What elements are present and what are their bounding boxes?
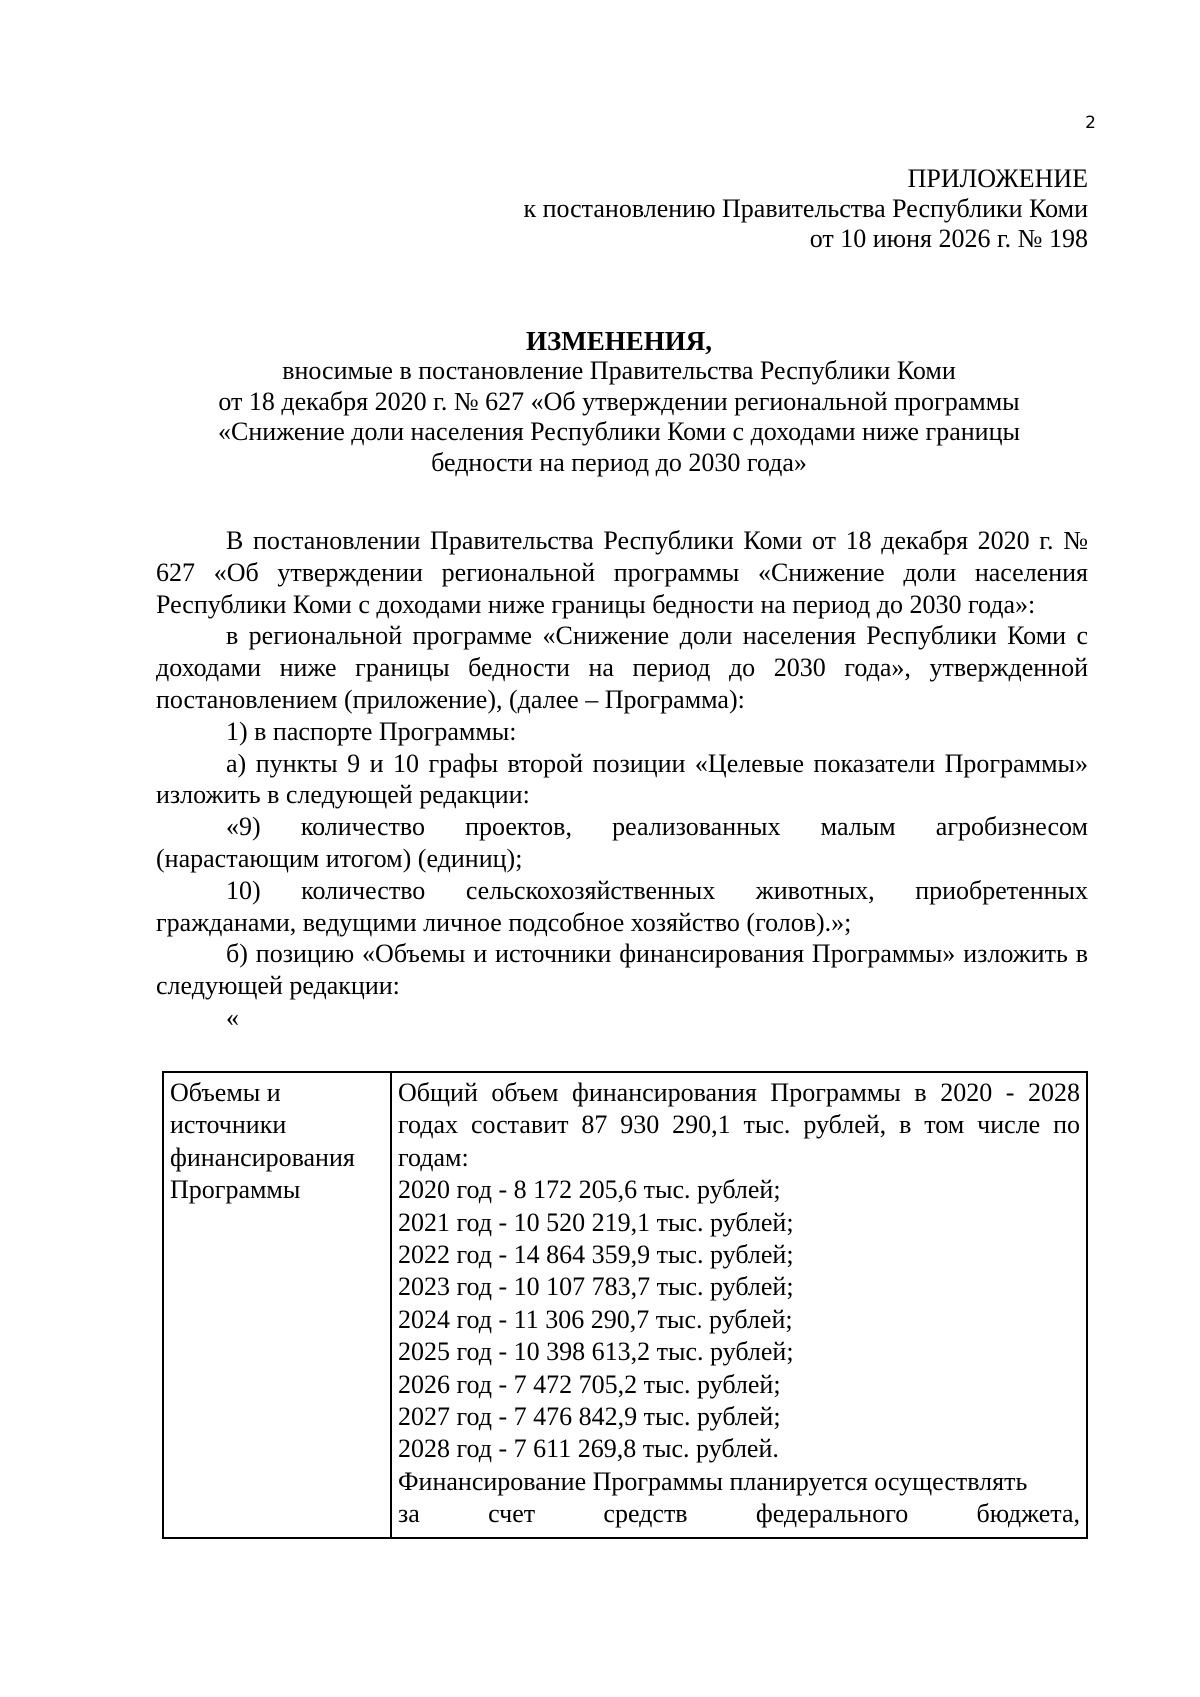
body-paragraph: 10) количество сельскохозяйственных животных, приобретенных гражданами, ведущими личное подсобное хозяйство (голов).»; bbox=[156, 875, 1088, 937]
opening-quote-mark: « bbox=[226, 1002, 239, 1032]
financing-table bbox=[162, 1071, 1088, 1539]
financing-year-item: 2027 год - 7 476 842,9 тыс. рублей; bbox=[398, 1402, 781, 1432]
appendix-resolution-ref: к постановлению Правительства Республики Коми bbox=[523, 194, 1088, 223]
appendix-title: ПРИЛОЖЕНИЕ bbox=[907, 164, 1088, 193]
body-paragraph: в региональной программе «Снижение доли населения Республики Коми с доходами ниже границы бедности на период до 2030 года», утвержденной постановлением (приложение), (далее – Программа): bbox=[156, 621, 1088, 714]
financing-years-list bbox=[398, 1174, 1080, 1466]
financing-year-item: 2028 год - 7 611 269,8 тыс. рублей. bbox=[398, 1434, 779, 1464]
financing-year-item: 2026 год - 7 472 705,2 тыс. рублей; bbox=[398, 1369, 781, 1399]
body-paragraph: а) пункты 9 и 10 графы второй позиции «Целевые показатели Программы» изложить в следующей редакции: bbox=[156, 748, 1088, 810]
financing-year-item: 2024 год - 11 306 290,7 тыс. рублей; bbox=[398, 1304, 793, 1334]
document-heading bbox=[150, 326, 1088, 478]
table-cell-position-name: Объемы и источники финансирования Программы bbox=[163, 1072, 391, 1538]
body-paragraph: 1) в паспорте Программы: bbox=[226, 716, 517, 746]
appendix-header bbox=[523, 164, 1088, 254]
appendix-date-number: от 10 июня 2026 г. № 198 bbox=[809, 224, 1088, 253]
financing-tail-line: Финансирование Программы планируется осуществлять bbox=[398, 1466, 1028, 1496]
page-number: 2 bbox=[1085, 113, 1096, 133]
financing-year-item: 2022 год - 14 864 359,9 тыс. рублей; bbox=[398, 1240, 794, 1270]
heading-line: «Снижение доли населения Республики Коми с доходами ниже границы bbox=[218, 417, 1020, 446]
heading-line: от 18 декабря 2020 г. № 627 «Об утверждении региональной программы bbox=[218, 386, 1020, 416]
financing-intro: Общий объем финансирования Программы в 2020 - 2028 годах составит 87 930 290,1 тыс. рублей, в том числе по годам: bbox=[398, 1078, 1080, 1172]
table-row bbox=[163, 1072, 1087, 1538]
heading-title: ИЗМЕНЕНИЯ, bbox=[525, 326, 712, 356]
body-paragraph: б) позицию «Объемы и источники финансирования Программы» изложить в следующей редакции: bbox=[156, 939, 1088, 1001]
financing-year-item: 2025 год - 10 398 613,2 тыс. рублей; bbox=[398, 1337, 794, 1367]
heading-line: вносимые в постановление Правительства Республики Коми bbox=[282, 356, 956, 385]
financing-year-item: 2021 год - 10 520 219,1 тыс. рублей; bbox=[398, 1207, 794, 1237]
financing-year-item: 2023 год - 10 107 783,7 тыс. рублей; bbox=[398, 1272, 794, 1302]
financing-year-item: 2020 год - 8 172 205,6 тыс. рублей; bbox=[398, 1175, 781, 1205]
financing-tail-line-justified: за счет средств федерального бюджета, bbox=[398, 1499, 1080, 1529]
heading-line: бедности на период до 2030 года» bbox=[431, 447, 807, 477]
body-paragraph: В постановлении Правительства Республики Коми от 18 декабря 2020 г. № 627 «Об утверждении региональной программы «Снижение доли населения Республики Коми с доходами ниже границы бедности на период до 2030 года»: bbox=[156, 526, 1088, 619]
body-paragraph: «9) количество проектов, реализованных малым агробизнесом (нарастающим итогом) (единиц); bbox=[156, 812, 1088, 873]
document-body bbox=[156, 525, 1088, 1032]
table-cell-financing-text bbox=[391, 1072, 1087, 1538]
